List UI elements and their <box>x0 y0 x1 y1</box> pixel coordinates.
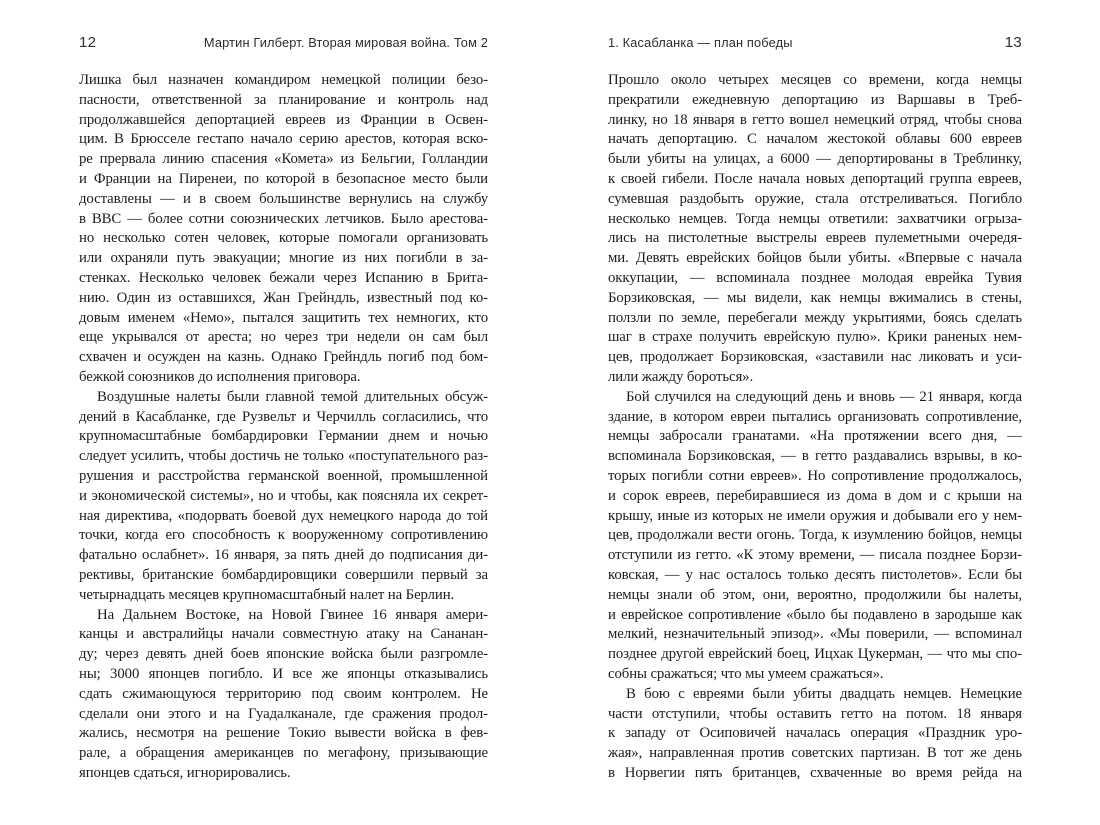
text-line: сдать сжимающуюся территорию под своим контролем. Не <box>79 685 488 702</box>
text-line: мелкий, незначительный эпизод». «Мы поверили, — вспоминал <box>608 626 1022 643</box>
text-line: и сорок евреев, перебиравшиеся из дома в дом и с крыши на <box>608 487 1022 504</box>
text-line: дений в Касабланке, где Рузвельт и Черчилль согласились, что <box>79 408 488 425</box>
text-line: ре прервала линию спасения «Комета» из Бельгии, Голландии <box>79 151 488 168</box>
text-line: еще укрывался от ареста; но через три недели он сам был <box>79 329 488 346</box>
text-line: ны; 3000 японцев погибло. И все же японцы отказывались <box>79 665 488 682</box>
text-line: позднее другой еврейский боец, Ицхак Цукерман, — что мы спо- <box>608 646 1022 663</box>
text-line: Воздушные налеты были главной темой длительных обсуж- <box>97 388 488 405</box>
text-line: но несколько сотен человек, которые помогали организовать <box>79 230 488 247</box>
left-page-number: 12 <box>79 34 97 51</box>
text-line: ная директива, «подорвать боевой дух немецкого народа до той <box>79 507 488 524</box>
text-line: были убиты на улицах, а 6000 — депортированы в Треблинку, <box>608 151 1022 168</box>
text-line: Бой случился на следующий день и вновь — 21 января, когда <box>626 388 1022 405</box>
text-line: и еврейское сопротивление «было бы подавлено в зародыше как <box>608 606 1022 623</box>
text-line: к своей гибели. После начала новых депортаций группа евреев, <box>608 170 1022 187</box>
text-line: рушения и расстройства германской военной, промышленной <box>79 467 488 484</box>
text-line: продолжавшейся депортацией евреев из Франции в Освен- <box>79 111 488 128</box>
text-line: сумевшая раздобыть оружие, стала отстреливаться. Погибло <box>608 190 1022 207</box>
text-line: в Норвегии пять британцев, схваченные во время рейда на <box>608 764 1022 781</box>
text-line: нию. Один из оставшихся, Жан Грейндль, известный под ко- <box>79 289 488 306</box>
text-line: На Дальнем Востоке, на Новой Гвинее 16 января амери- <box>97 606 488 623</box>
text-line: прекратили ежедневную депортацию из Варшавы в Треб- <box>608 91 1022 108</box>
text-line: следует усилить, чтобы достичь не только «поступательного раз- <box>79 448 488 465</box>
text-line: точки, когда его способность к вооруженному сопротивлению <box>79 527 488 544</box>
text-line: четырнадцать месяцев крупномасштабный налет на Берлин. <box>79 586 455 603</box>
text-line: лили жажду бороться». <box>608 368 754 385</box>
text-line: к западу от Осиповичей началась операция «Праздник уро- <box>608 725 1022 742</box>
text-line: крупномасштабные бомбардировки Германии днем и ночью <box>79 428 488 445</box>
text-line: фатально ослабнет». 16 января, за пять дней до подписания ди- <box>79 547 488 564</box>
text-line: Лишка был назначен командиром немецкой полиции безо- <box>79 72 488 88</box>
text-line: жались, несмотря на решение Токио вывести войска в фев- <box>79 725 488 742</box>
text-line: рале, а обращения американцев по мегафону, призывающие <box>79 745 488 762</box>
text-line: или охраняли путь эвакуации; многие из них погибли в за- <box>79 250 488 267</box>
text-line: ковская, — у нас осталось только десять пистолетов». Если бы <box>608 566 1022 583</box>
text-line: несколько немцев. Тогда немцы ответили: захватчики огрыза- <box>608 210 1022 227</box>
right-running-title: 1. Касабланка — план победы <box>608 35 793 50</box>
text-line: Борзиковская, — мы видели, как немцы вжимались в стены, <box>608 289 1022 306</box>
text-line: торых погибли сотни евреев». Но сопротивление продолжалось, <box>608 467 1022 484</box>
text-line: цим. В Брюсселе гестапо начало серию арестов, которая вско- <box>79 131 488 148</box>
text-line: крышу, иные из которых не имели оружия и добывали его у нем- <box>608 507 1022 524</box>
text-line: в ВВС — более сотни союзнических летчиков. Было арестова- <box>79 210 488 227</box>
text-line: немцы забросали гранатами. «На протяжении всего дня, — <box>608 428 1022 445</box>
text-line: японцев сдаться, игнорировались. <box>79 764 291 781</box>
text-line: рективы, британские бомбардировщики совершили первый за <box>79 566 488 583</box>
text-line: и экономической системы», но и чтобы, как поясняла их секрет- <box>79 487 488 504</box>
text-line: здание, в котором евреи пытались организовать сопротивление, <box>608 408 1022 425</box>
left-page-body <box>79 71 488 784</box>
text-line: ду; через девять дней боев японские войска были разгромле- <box>79 646 488 663</box>
text-line: канцы и австралийцы начали совместную атаку на Сананан- <box>79 626 488 643</box>
right-page-body <box>608 71 1022 784</box>
text-line: жая», направленная против советских партизан. В тот же день <box>608 745 1022 762</box>
text-line: сделали они этого и на Гуадалканале, где сражения продол- <box>79 705 488 722</box>
text-line: ми. Девять еврейских бойцов были убиты. «Впервые с начала <box>608 250 1022 267</box>
text-line: шаг в страхе получить еврейскую пулю». Крики раненых нем- <box>608 329 1022 346</box>
text-line: довым именем «Немо», пытался защитить тех немногих, кто <box>79 309 488 326</box>
right-page-header <box>608 34 1022 50</box>
text-line: Прошло около четырех месяцев со времени, когда немцы <box>608 72 1022 88</box>
text-line: немцы знали об этом, они, вероятно, продолжили бы налеты, <box>608 586 1022 603</box>
text-line: цев, продолжает Борзиковская, «заставили нас ликовать и уси- <box>608 349 1022 366</box>
text-line: В бою с евреями были убиты двадцать немцев. Немецкие <box>626 685 1022 702</box>
right-page <box>608 34 1022 784</box>
left-running-title: Мартин Гилберт. Вторая мировая война. Том 2 <box>203 35 488 50</box>
text-line: оккупации, — вспоминала позднее молодая еврейка Тувия <box>608 269 1022 286</box>
text-line: части отступили, чтобы оставить гетто на потом. 18 января <box>608 705 1022 722</box>
text-line: бежкой союзников до исполнения приговора. <box>79 368 361 385</box>
text-line: отступили из гетто. «К этому времени, — писала позднее Борзи- <box>608 547 1022 564</box>
text-line: собны сражаться; что мы умеем сражаться». <box>608 665 884 682</box>
text-line: лись на пистолетные выстрелы евреев пулеметными очередя- <box>608 230 1022 247</box>
text-line: схвачен и осужден на казнь. Однако Грейндль погиб под бом- <box>79 349 488 366</box>
left-page <box>79 34 488 784</box>
text-line: цев, продолжали вести огонь. Тогда, к изумлению бойцов, немцы <box>608 527 1022 544</box>
text-line: пасности, ответственной за планирование и контроль над <box>79 91 488 108</box>
text-line: доставлены — и в своем большинстве вернулись на службу <box>79 190 488 207</box>
right-page-number: 13 <box>1004 34 1022 51</box>
text-line: ползли по земле, перебегали между укрытиями, боясь сделать <box>608 309 1022 326</box>
text-line: начать депортацию. С началом жестокой облавы 600 евреев <box>608 131 1022 148</box>
text-line: стенках. Несколько человек бежали через Испанию в Брита- <box>79 269 488 286</box>
text-line: линку, но 18 января в гетто вошел немецкий отряд, чтобы снова <box>608 111 1022 128</box>
left-page-header <box>79 34 488 50</box>
text-line: вспоминала Борзиковская, — в гетто раздавались взрывы, в ко- <box>608 448 1022 465</box>
text-line: и Франции на Пиренеи, по которой в безопасное место были <box>79 170 488 187</box>
